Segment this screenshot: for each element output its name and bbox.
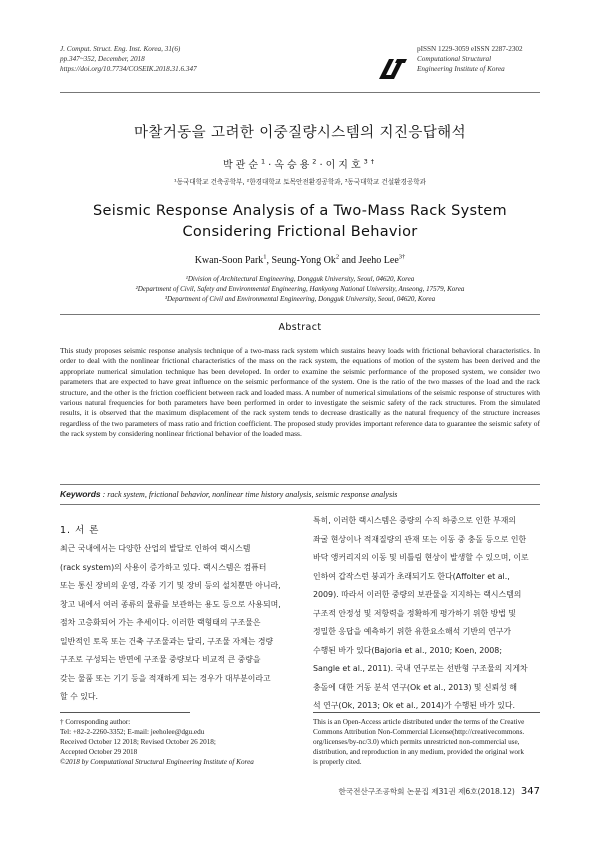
text-line: 할 수 있다. xyxy=(60,692,99,701)
text-line: 석 연구(Ok, 2013; Ok et al., 2014)가 수행된 바가 있다. xyxy=(313,701,515,710)
corresponding-author-note: † Corresponding author: Tel: +82-2-2260-3352; E-mail: jeeholee@dgu.edu Received October 12 2018; Revised October 26 2018; Accepted October 29 2018 ©2018 by Computational Structural Engineering Institute of Korea xyxy=(60,717,290,767)
keywords-list: : rack system, frictional behavior, nonlinear time history analysis, seismic response analysis xyxy=(100,490,398,499)
text-line: 구조로 구성되는 반면에 구조물 중량보다 비교적 큰 중량을 xyxy=(60,655,261,664)
author-en-2: Seung-Yong Ok xyxy=(271,255,336,266)
text-line: 또는 통신 장비의 운영, 각종 기기 및 장비 등의 설치뿐만 아니라, xyxy=(60,581,281,590)
author-ko-3: 이지호 xyxy=(325,160,364,171)
text-line: 특히, 이러한 랙시스템은 중량의 수직 하중으로 인한 부재의 xyxy=(313,516,517,525)
journal-pages: pp.347~352, December, 2018 xyxy=(60,55,145,63)
journal-logo-icon xyxy=(378,58,408,80)
text-line: 창고 내에서 여러 종류의 물류를 보관하는 용도 등으로 사용되며, xyxy=(60,599,281,609)
footnote-rule-right xyxy=(313,712,540,713)
text-line: 수행된 바가 있다(Bajoria et al., 2010; Koen, 2008; xyxy=(313,645,502,655)
abstract-top-rule xyxy=(60,314,540,315)
author-ko-1: 박관순 xyxy=(223,160,261,171)
text-line: 구조적 안정성 및 저항력을 정확하게 평가하기 위한 방법 및 xyxy=(313,608,517,618)
author-en-3: Jeeho Lee xyxy=(358,255,399,266)
affiliations-en: ¹Division of Architectural Engineering, Dongguk University, Seoul, 04620, Korea ²Department of Civil, Safety and Environmental Engineering, Hankyong National University, Anseong, 17579, Korea ³Department of Civil and Environmental Engineering, Dongguk University, Seoul, 04620, Korea xyxy=(135,275,465,303)
authors-ko: 박관순$^1$·옥승용$^2$·이지호$^{3\dagger}$ xyxy=(223,157,377,171)
journal-name: J. Comput. Struct. Eng. Inst. Korea, 31(6) xyxy=(60,45,181,53)
page-number: 347 xyxy=(520,786,540,797)
contact-info: Tel: +82-2-2260-3352; E-mail: jeeholee@dgu.edu xyxy=(60,728,205,736)
journal-citation xyxy=(60,44,320,74)
copyright: ©2018 by Computational Structural Engineering Institute of Korea xyxy=(60,758,254,766)
author-ko-2: 옥승용 xyxy=(274,160,313,171)
paper-title-en: Seismic Response Analysis of a Two-Mass Rack System Considering Frictional Behavior xyxy=(93,203,507,240)
footnote-rule-left xyxy=(60,712,190,713)
header-rule xyxy=(60,92,540,93)
section-heading-intro: 1. 서 론 xyxy=(60,525,100,536)
footer-journal: 한국전산구조공학회 논문집 제31권 제6호(2018.12) xyxy=(338,787,515,796)
publisher-line-2: Engineering Institute of Korea xyxy=(417,65,505,73)
issn: pISSN 1229-3059 eISSN 2287-2302 xyxy=(417,45,523,53)
keywords-bottom-rule xyxy=(60,504,540,505)
authors-en: Kwan-Soon Park$^1$, Seung-Yong Ok$^2$ and Jeeho Lee$^{3\dagger}$ xyxy=(194,253,406,266)
text-line: (rack system)의 사용이 증가하고 있다. 랙시스템은 컴퓨터 xyxy=(60,562,267,572)
keywords xyxy=(60,489,540,499)
text-line: Sangle et al., 2011). 국내 연구로는 선반형 구조물의 지게차 xyxy=(313,664,528,673)
abstract-text: This study proposes seismic response analysis technique of a two-mass rack system which sustains heavy loads with frictional behavioral characteristics. In order to deal with the nonlinear frictional characteristics of the mass on the rack system, the equations of motion of the system has been derived and the appropriate numerical simulation technique has been developed. In order to examine the seismic performance of the proposed system, we consider two parameters that are expected to have great influence on the seismic performance of the system. One is the ratio of the two masses of the load and the rack structure, and the other is the friction coefficient between rack and loaded mass. A number of numerical simulations of the seismic response of structures with various natural frequencies for both parameters have been performed in order to investigate the seismic safety of the rack structures. From the simulated results, it is observed that the maximum displacement of the rack system tends to decrease drastically as the natural frequency of the structure increases regardless of the two parameters of mass ratio and friction coefficient. The proposed study provides important reference data to guarantee the seismic safety of the rack system by considering nonlinear frictional behavior of the loaded mass. xyxy=(60,346,540,439)
body-column-left xyxy=(60,540,287,707)
text-line: 좌굴 현상이나 적재질량의 관재 또는 이동 중 충돌 등으로 인한 xyxy=(313,534,527,544)
abstract-heading: Abstract xyxy=(278,322,322,333)
journal-issn-block xyxy=(417,44,567,74)
keywords-top-rule xyxy=(60,484,540,485)
author-en-1: Kwan-Soon Park xyxy=(194,255,264,266)
publisher-line-1: Computational Structural xyxy=(417,55,492,63)
text-line: 일반적인 토목 또는 건축 구조물과는 달리, 구조물 자체는 경량 xyxy=(60,636,274,646)
accepted-date: Accepted October 29 2018 xyxy=(60,748,138,756)
text-line: 2009). 따라서 이러한 중량의 보관물을 지지하는 랙시스템의 xyxy=(313,590,522,599)
text-line: 갖는 물품 또는 기기 등을 적재하게 되는 경우가 대부분이라고 xyxy=(60,673,271,683)
text-line: 바닥 앵커리지의 이동 및 비틀림 현상이 발생할 수 있으며, 이로 xyxy=(313,553,529,562)
paper-title-ko: 마찰거동을 고려한 이중질량시스템의 지진응답해석 xyxy=(134,125,466,141)
affiliations-ko: ¹동국대학교 건축공학부, ²한경대학교 토목안전환경공학과, ³동국대학교 건설환경공학과 xyxy=(174,178,426,186)
journal-doi: https://doi.org/10.7734/COSEIK.2018.31.6.347 xyxy=(60,65,197,73)
received-date: Received October 12 2018; Revised October 26 2018; xyxy=(60,738,216,746)
text-line: 인하여 갑작스런 붕괴가 초래되기도 한다(Affolter et al., xyxy=(313,571,510,581)
page-footer xyxy=(300,786,540,797)
text-line: 정밀한 응답을 예측하기 위한 유한요소해석 기반의 연구가 xyxy=(313,627,511,636)
text-line: 충돌에 대한 거동 분석 연구(Ok et al., 2013) 및 신뢰성 해 xyxy=(313,682,518,692)
text-line: 최근 국내에서는 다양한 산업의 발달로 인하여 랙시스템 xyxy=(60,544,251,553)
text-line: 점차 고층화되어 가는 추세이다. 이러한 랙형태의 구조물은 xyxy=(60,618,261,627)
body-column-right xyxy=(313,512,540,716)
license-note: This is an Open-Access article distributed under the terms of the Creative Commons Attribution Non-Commercial License(http://creativecommons. org/licenses/by-nc/3.0) which permits unrestricted non-commercial use, distribution, and reproduction in any medium, provided the original work is properly cited. xyxy=(313,718,525,766)
keywords-label: Keywords xyxy=(60,489,101,499)
